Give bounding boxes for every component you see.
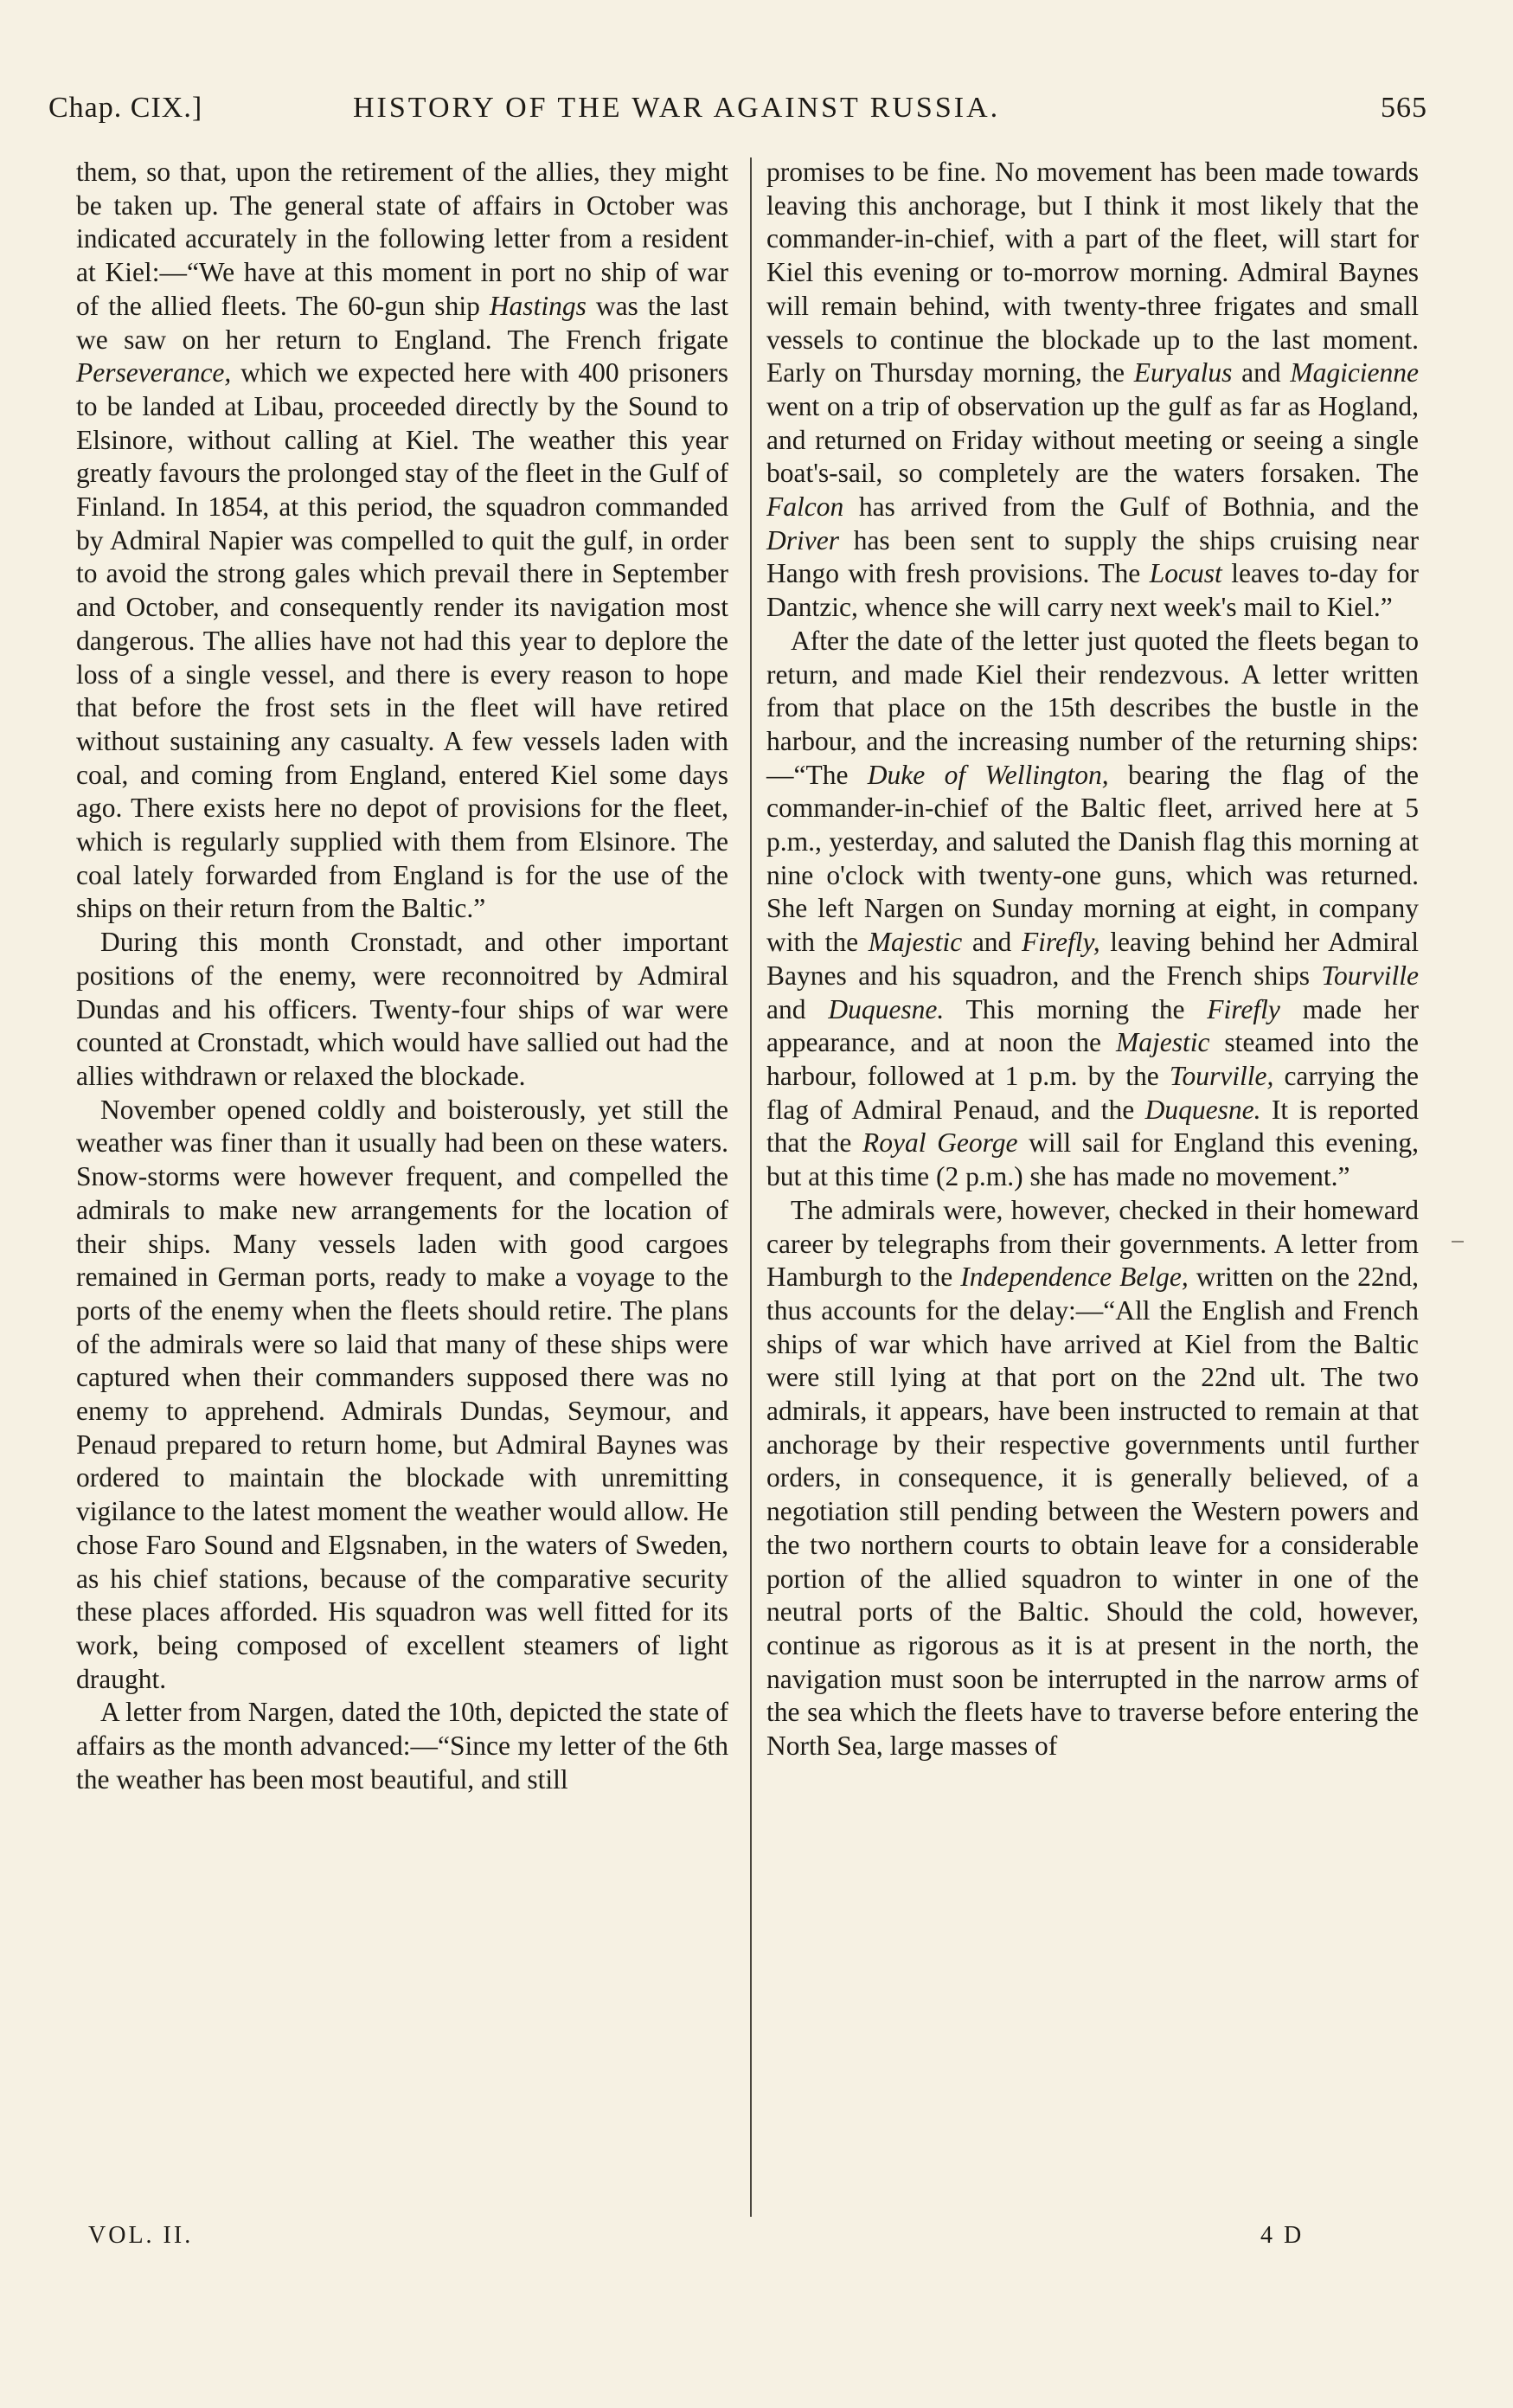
ship-name: Tourville, [1169,1060,1274,1091]
text-run: was the last we saw on her return to England. The French frigate [76,290,729,355]
paragraph: During this month Cronstadt, and other important positions of the enemy, were reconnoitred by Admiral Dundas and his officers. Twenty-four ships of war were counted at Cronstadt, which would have sallied out had the allies withdrawn or relaxed the blockade. [76,927,728,1091]
text-run: leaves to-day for Dantzic, whence she will carry next week's mail to Kiel.” [766,558,1419,623]
ship-name: Duquesne. [828,993,945,1024]
ship-name: Euryalus [1133,357,1233,388]
ship-name: Majestic [868,927,963,958]
text-run: has been sent to supply the ships cruising near Hango with fresh provisions. The [766,524,1419,589]
paragraph [76,156,728,926]
ship-name: Falcon [766,491,844,523]
ship-name: Royal George [862,1127,1018,1159]
text-run: which we expected here with 400 prisoners to be landed at Libau, proceeded directly by the Sound to Elsinore, without calling at Kiel. The weather this year greatly favours the prolonged stay of the fleet in the Gulf of Finland. In 1854, at this period, the squadron commanded by Admiral Napier was compelled to quit the gulf, in order to avoid the strong gales which prevail there in September and October, and consequently render its navigation most dangerous. The allies have not had this year to deplore the loss of a single vessel, and there is every reason to hope that before the frost sets in the fleet will have retired without sustaining any casualty. A few vessels laden with coal, and coming from England, entered Kiel some days ago. There exists here no depot of provisions for the fleet, which is regularly supplied with them from Elsinore. The coal lately forwarded from England is for the use of the ships on their return from the Baltic.” [76,357,728,924]
page-number: 565 [1381,92,1427,124]
ship-name: Firefly, [1021,927,1100,958]
column-divider [750,157,752,2217]
text-run: carrying the flag of Admiral Penaud, and the [766,1060,1419,1125]
ship-name: Duke of Wellington, [867,759,1109,790]
left-column [76,156,728,1796]
text-run: leaving behind her Admiral Baynes and his squadron, and the French ships [766,927,1420,991]
ship-name: Hastings [489,290,587,321]
ship-name: Duquesne. [1144,1094,1261,1125]
signature-mark: 4 D [1260,2222,1305,2249]
paragraph: November opened coldly and boisterously, yet still the weather was finer than it usually had been on these waters. Snow-storms were however frequent, and compelled the admirals to make new arrangements for the location of their ships. Many vessels laden with good cargoes remained in German ports, ready to make a voyage to the ports of the enemy when the fleets should retire. The plans of the admirals were so laid that many of these ships were captured when their commanders supposed there was no enemy to apprehend. Admirals Dundas, Seymour, and Penaud prepared to return home, but Admiral Baynes was ordered to maintain the blockade with unremitting vigilance to the latest moment the weather would allow. He chose Faro Sound and Elgsnaben, in the waters of Sweden, as his chief stations, because of the comparative security these places afforded. His squadron was well fitted for its work, being composed of excellent steamers of light draught. [76,1094,728,1694]
paragraph [766,625,1419,1194]
text-run: will sail for England this evening, but at this time (2 p.m.) she has made no movement.” [766,1127,1419,1192]
ship-name: Driver [766,524,839,555]
margin-mark [1452,1241,1464,1243]
text-run: made her appearance, and at noon the [766,993,1420,1058]
paragraph [766,1194,1419,1763]
ship-name: Perseverance, [76,357,232,388]
text-run: them, so that, upon the retirement of the allies, they might be taken up. The general state of affairs in October was indicated accurately in the following letter from a resident at Kiel:—“We have at this moment in port no ship of war of the allied fleets. The 60-gun ship [76,157,728,321]
text-run: The admirals were, however, checked in their homeward career by telegraphs from their governments. A letter from Hamburgh to the [766,1194,1419,1293]
paragraph: A letter from Nargen, dated the 10th, depicted the state of affairs as the month advanced:—“Since my letter of the 6th the weather has been most beautiful, and still [76,1697,728,1795]
text-run: promises to be fine. No movement has been made towards leaving this anchorage, but I think it most likely that the commander-in-chief, with a part of the fleet, will start for Kiel this evening or to-morrow morning. Admiral Baynes will remain behind, with twenty-three frigates and small vessels to continue the blockade up to the last moment. Early on Thursday morning, the [766,157,1419,388]
chapter-label: Chap. CIX.] [48,92,203,124]
text-run: and [1232,357,1291,388]
text-run: has arrived from the Gulf of Bothnia, and the [843,491,1419,523]
ship-name: Firefly [1207,993,1280,1024]
text-run: bearing the flag of the commander-in-chief of the Baltic fleet, arrived here at 5 p.m., yesterday, and saluted the Danish flag this morning at nine o'clock with twenty-one guns, which was returned. She left Nargen on Sunday morning at eight, in company with the [766,759,1419,958]
text-run: steamed into the harbour, followed at 1 p.m. by the [766,1027,1419,1091]
paragraph [766,156,1419,625]
ship-name: Tourville [1321,960,1419,991]
text-run: This morning the [944,993,1208,1024]
right-column [766,156,1419,1763]
text-run: It is reported that the [766,1094,1419,1159]
ship-name: Majestic [1115,1027,1210,1058]
text-run: and [962,927,1022,958]
running-head [48,92,1427,130]
ship-name: Locust [1149,558,1222,589]
text-run: After the date of the letter just quoted the fleets began to return, and made Kiel their rendezvous. A letter written from that place on the 15th describes the bustle in the harbour, and the increasing number of the returning ships:—“The [766,625,1419,790]
text-run: went on a trip of observation up the gulf as far as Hogland, and returned on Friday without meeting or seeing a single boat's-sail, so completely are the waters forsaken. The [766,390,1419,489]
ship-name: Magicienne [1290,357,1420,388]
text-run: and [766,993,829,1024]
text-run: written on the 22nd, thus accounts for the delay:—“All the English and French ships of war which have arrived at Kiel from the Baltic were still lying at that port on the 22nd ult. The two admirals, it appears, have been instructed to remain at that anchorage by their respective governments until further orders, in consequence, it is generally believed, of a negotiation still pending between the Western powers and the two northern courts to obtain leave for a considerable portion of the allied squadron to winter in one of the neutral ports of the Baltic. Should the cold, however, continue as rigorous as it is at present in the north, the navigation must soon be interrupted in the narrow arms of the sea which the fleets have to traverse before entering the North Sea, large masses of [766,1262,1419,1762]
running-title: HISTORY OF THE WAR AGAINST RUSSIA. [353,92,1001,124]
newspaper-name: Independence Belge, [960,1262,1189,1293]
volume-label: VOL. II. [88,2222,194,2249]
